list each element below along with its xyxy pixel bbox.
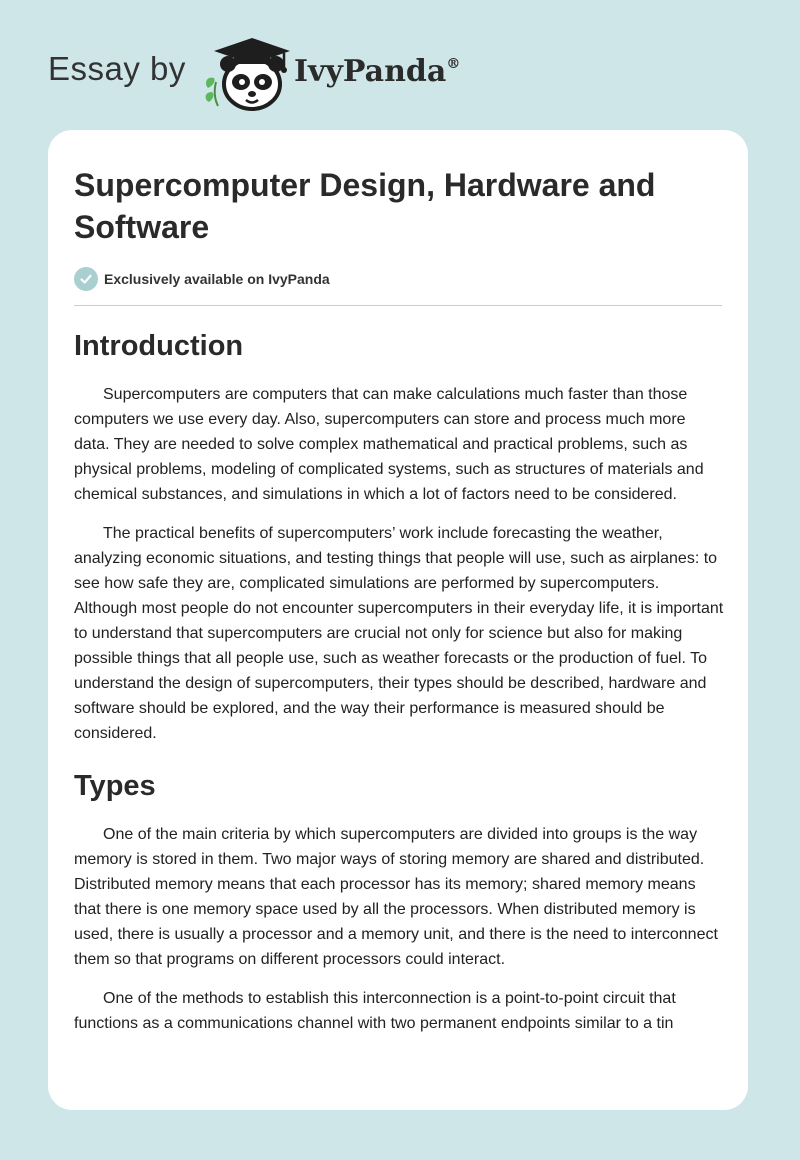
panda-graduate-icon[interactable] — [200, 34, 296, 114]
site-header — [48, 34, 488, 114]
exclusive-label: Exclusively available on IvyPanda — [104, 271, 330, 287]
brand-name[interactable]: IvyPanda® — [294, 54, 461, 89]
essay-card — [48, 130, 748, 1110]
paragraph: One of the main criteria by which supercomputers are divided into groups is the way memory is stored in them. Two major ways of storing memory are shared and distributed. Distributed memory means that each processor has its memory; shared memory means that there is one memory space used by all the processors. When distributed memory is used, there is usually a processor and a memory unit, and there is the need to interconnect them so that programs on different processors could interact. — [74, 826, 718, 968]
exclusive-badge — [74, 267, 722, 291]
section-introduction — [74, 328, 722, 746]
paragraph: Supercomputers are computers that can make calculations much faster than those computers we use every day. Also, supercomputers can store and process much more data. They are needed to solve complex mathematical and practical problems, such as physical problems, modeling of complicated systems, such as structures of materials and chemical substances, and simulations in which a lot of factors need to be considered. — [74, 386, 704, 503]
title-divider — [74, 305, 722, 306]
section-types — [74, 768, 722, 1036]
paragraph: One of the methods to establish this interconnection is a point-to-point circuit that functions as a communications channel with two permanent endpoints similar to a tin — [74, 990, 676, 1032]
check-circle-icon — [74, 267, 98, 291]
trademark-symbol: ® — [446, 56, 461, 72]
paragraph: The practical benefits of supercomputers’ work include forecasting the weather, analyzing economic situations, and testing things that people will use, such as airplanes: to see how safe they are, complicated simulations are performed by supercomputers. Although most people do not encounter supercomputers in their everyday life, it is important to understand that supercomputers are crucial not only for science but also for making possible things that all people use, such as weather forecasts or the production of fuel. To understand the design of supercomputers, their types should be described, hardware and software should be explored, and the way their performance is measured should be considered. — [74, 525, 724, 742]
essay-title: Supercomputer Design, Hardware and Software — [74, 167, 656, 245]
essay-by-label: Essay by — [48, 50, 186, 87]
section-heading: Introduction — [74, 330, 244, 362]
section-heading: Types — [74, 770, 156, 802]
